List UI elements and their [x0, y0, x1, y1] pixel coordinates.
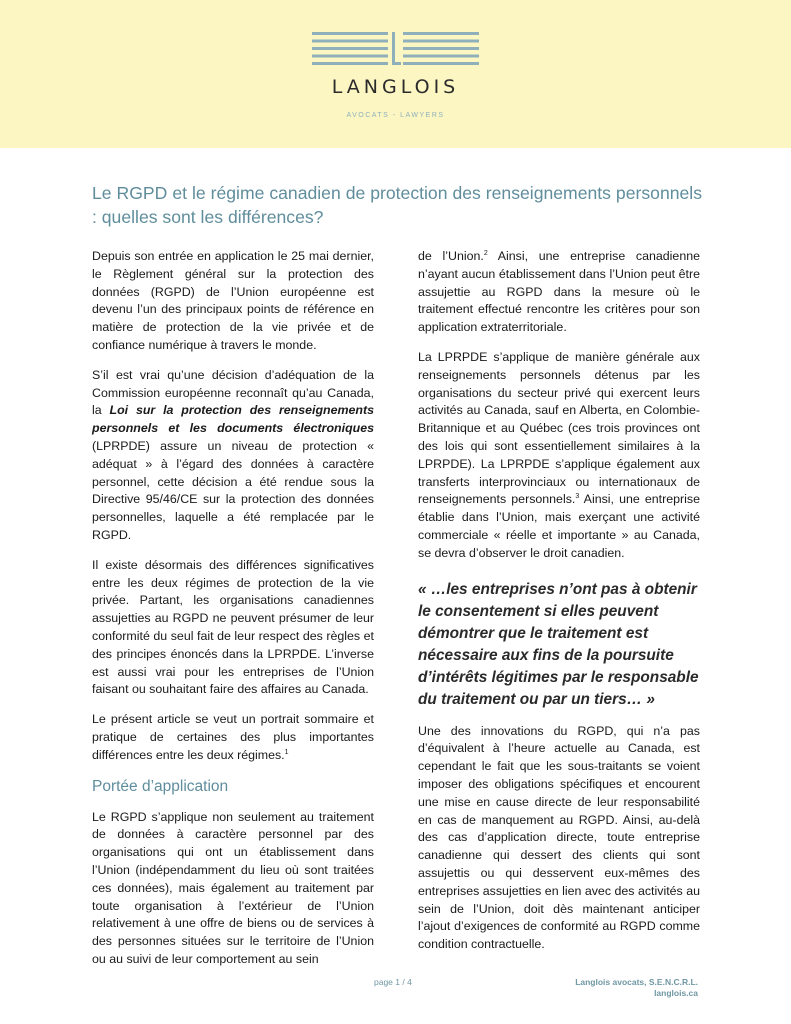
paragraph: de l’Union.$^2$ Ainsi, une entreprise canadienne n’ayant aucun établissement dans l’Union peut être assujettie au RGPD dans la mesure où le traitement effectué rencontre les critères pour son application extraterritoriale. [418, 249, 700, 335]
langlois-logo-icon [312, 32, 479, 65]
article-title: Le RGPD et le régime canadien de protection des renseignements personnels : quelles sont les différences? [92, 183, 702, 227]
pull-quote: « …les entreprises n’ont pas à obtenir le consentement si elles peuvent démontrer que le traitement est nécessaire aux fins de la poursuite d’intérêts légitimes par le responsable du traitement ou par un tiers… » [418, 580, 699, 708]
paragraph: Depuis son entrée en application le 25 mai dernier, le Règlement général sur la protection des données (RGPD) de l’Union européenne est devenu l’un des principaux points de référence en matière de protection de la vie privée et de confiance numérique à travers le monde. [92, 249, 374, 352]
right-column [418, 248, 700, 966]
paragraph: Une des innovations du RGPD, qui n’a pas d’équivalent à l’heure actuelle au Canada, est cependant le fait que les sous-traitants se voient imposer des obligations spécifiques et encourent une mise en cause directe de leur responsabilité en cas de manquement au RGPD. Ainsi, au-delà des cas d’application directe, toute entreprise canadienne qui dessert des clients qui sont assujettis ou qui desservent eux-mêmes des entreprises assujetties en lien avec des activités au sein de l’Union, doit dès maintenant anticiper l’ajout d’exigences de conformité au RGPD comme condition contractuelle. [418, 723, 700, 952]
paragraph: La LPRPDE s’applique de manière générale aux renseignements personnels détenus par les organisations du secteur privé qui exercent leurs activités au Canada, sauf en Alberta, en Colombie-Britannique et au Québec (ces trois provinces ont des lois qui sont essentiellement similaires à la LPRPDE). La LPRPDE s’applique également aux transferts interprovinciaux ou internationaux de renseignements personnels.$^3$ Ainsi, une entreprise établie dans l’Union, mais exerçant une activité commerciale « réelle et importante » au Canada, se devra d’observer le droit canadien. [418, 349, 700, 560]
footnote-ref: 2 [483, 249, 488, 257]
paragraph: S’il est vrai qu’une décision d’adéquation de la Commission européenne reconnaît qu’au Canada, la Loi sur la protection des renseignements personnels et les documents électroniques (LPRPDE) assure un niveau de protection « adéquat » à l’égard des données à caractère personnel, cette décision a été rendue sous la Directive 95/46/CE sur la protection des données personnelles, laquelle a été remplacée par le RGPD. [92, 367, 374, 542]
law-title: Loi sur la protection des renseignements personnels et les documents électroniques [92, 403, 374, 436]
brand-name: LANGLOIS [331, 76, 460, 98]
footer-firm-info [575, 977, 698, 999]
paragraph: Le RGPD s’applique non seulement au traitement de données à caractère personnel par des organisations qui ont un établissement dans l’Union (indépendamment du lieu où sont traitées ces données), mais également au traitement par toute organisation à l’extérieur de l’Union relativement à une offre de biens ou de services à des personnes situées sur le territoire de l’Union ou au suivi de leur comportement au sein [92, 809, 374, 966]
section-heading: Portée d’application [92, 777, 229, 795]
paragraph: Il existe désormais des différences significatives entre les deux régimes de protection de la vie privée. Partant, les organisations canadiennes assujetties au RGPD ne peuvent présumer de leur conformité du seul fait de leur respect des règles et des principes énoncés dans la LPRPDE. L’inverse est aussi vrai pour les entreprises de l’Union faisant ou souhaitant faire des affaires au Canada. [92, 557, 374, 697]
page-number: page 1 / 4 [374, 977, 412, 987]
firm-website: langlois.ca [654, 988, 698, 998]
paragraph: Le présent article se veut un portrait sommaire et pratique de certaines des plus importantes différences entre les deux régimes.$^1$ [92, 712, 374, 762]
brand-tagline: AVOCATS - LAWYERS [346, 112, 445, 119]
left-column [92, 248, 374, 981]
footnote-ref: 3 [575, 493, 580, 501]
footnote-ref: 1 [284, 748, 289, 756]
firm-name: Langlois avocats, S.E.N.C.R.L. [575, 977, 698, 987]
header-band [0, 0, 791, 148]
